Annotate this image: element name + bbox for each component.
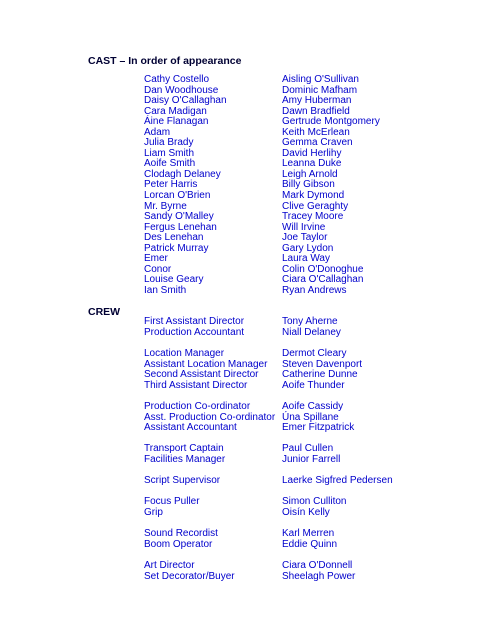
crew-role: Script Supervisor [144,475,221,486]
crew-person-group [282,317,341,338]
cast-actor: Billy Gibson [282,179,335,191]
crew-person: Úna Spillane [282,411,339,423]
crew-person: Aoife Cassidy [282,401,344,412]
crew-person: Paul Cullen [282,443,334,454]
crew-role: Facilities Manager [144,453,226,465]
crew-person-group [282,497,346,518]
cast-actor: Amy Huberman [282,95,352,107]
crew-role: Transport Captain [144,443,224,454]
cast-character: Liam Smith [144,147,195,159]
crew-person-group [282,402,354,434]
crew-role-group [144,561,235,582]
cast-character: Julia Brady [144,137,194,149]
crew-person-group [282,561,355,582]
crew-role: First Assistant Director [144,316,245,327]
crew-person: Niall Delaney [282,326,341,338]
cast-actor: David Herlihy [282,147,342,159]
cast-character-column [144,75,227,296]
cast-actor: Will Irvine [282,221,326,233]
crew-role-group [144,444,225,465]
cast-character: Emer [144,253,168,265]
cast-character: Aoife Smith [144,158,196,170]
cast-character: Conor [144,263,172,275]
crew-person: Dermot Cleary [282,348,347,359]
crew-person: Sheelagh Power [282,570,356,582]
cast-character: Des Lenehan [144,232,204,244]
cast-actor: Gertrude Montgomery [282,116,380,128]
crew-person: Steven Davenport [282,358,363,370]
crew-role-group [144,476,220,487]
crew-role: Third Assistant Director [144,380,248,392]
crew-role: Set Decorator/Buyer [144,570,235,582]
crew-person-group [282,529,337,550]
cast-character: Cathy Costello [144,74,210,85]
crew-person: Oisín Kelly [282,506,330,518]
crew-role: Production Accountant [144,326,245,338]
cast-character: Mr. Byrne [144,200,187,212]
cast-actor: Ciara O'Callaghan [282,274,364,286]
cast-character: Lorcan O'Brien [144,190,211,202]
cast-actor: Tracey Moore [282,211,344,223]
cast-character: Fergus Lenehan [144,221,217,233]
crew-role: Assistant Location Manager [144,358,268,370]
crew-person-group [282,444,340,465]
crew-role: Sound Recordist [144,528,218,539]
crew-heading: CREW [88,306,121,318]
crew-person: Simon Culliton [282,496,347,507]
crew-person: Eddie Quinn [282,538,338,550]
cast-character: Cara Madigan [144,105,207,117]
crew-role: Art Director [144,560,195,571]
cast-actor: Dominic Mafham [282,84,358,96]
crew-person: Catherine Dunne [282,369,358,381]
crew-role: Assistant Accountant [144,422,237,434]
cast-character: Daisy O'Callaghan [144,95,227,107]
cast-character: Clodagh Delaney [144,168,221,180]
cast-actor: Laura Way [282,253,330,265]
cast-actor: Aisling O'Sullivan [282,74,359,85]
crew-role: Second Assistant Director [144,369,259,381]
cast-actor: Keith McErlean [282,126,350,138]
crew-person: Karl Merren [282,528,335,539]
crew-role-group [144,497,200,518]
crew-person: Laerke Sigfred Pedersen [282,475,393,486]
cast-actor-column [282,75,380,296]
cast-heading: CAST – In order of appearance [88,55,242,67]
cast-actor: Joe Taylor [282,232,328,244]
crew-role-group [144,349,267,392]
cast-character: Áine Flanagan [144,116,209,128]
crew-role: Production Co-ordinator [144,401,251,412]
crew-role: Location Manager [144,348,225,359]
crew-person: Ciara O'Donnell [282,560,353,571]
cast-actor: Ryan Andrews [282,284,347,296]
crew-person-group [282,349,362,392]
crew-role: Grip [144,506,163,518]
crew-role: Focus Puller [144,496,200,507]
crew-role: Asst. Production Co-ordinator [144,411,276,423]
crew-person: Emer Fitzpatrick [282,422,355,434]
cast-character: Adam [144,126,171,138]
cast-character: Sandy O'Malley [144,211,214,223]
cast-actor: Leanna Duke [282,158,342,170]
crew-role-group [144,317,244,338]
cast-character: Peter Harris [144,179,198,191]
cast-character: Louise Geary [144,274,204,286]
crew-person: Tony Aherne [282,316,338,327]
crew-person-group [282,476,393,487]
crew-person: Junior Farrell [282,453,341,465]
cast-actor: Gemma Craven [282,137,353,149]
cast-character: Dan Woodhouse [144,84,219,96]
cast-character: Ian Smith [144,284,187,296]
crew-role-group [144,402,275,434]
crew-role-group [144,529,218,550]
cast-character: Patrick Murray [144,242,209,254]
cast-actor: Gary Lydon [282,242,334,254]
cast-actor: Colin O'Donoghue [282,263,364,275]
crew-person: Aoife Thunder [282,380,345,392]
crew-role: Boom Operator [144,538,213,550]
cast-actor: Dawn Bradfield [282,105,350,117]
cast-actor: Leigh Arnold [282,168,338,180]
cast-actor: Mark Dymond [282,190,345,202]
cast-actor: Clive Geraghty [282,200,349,212]
